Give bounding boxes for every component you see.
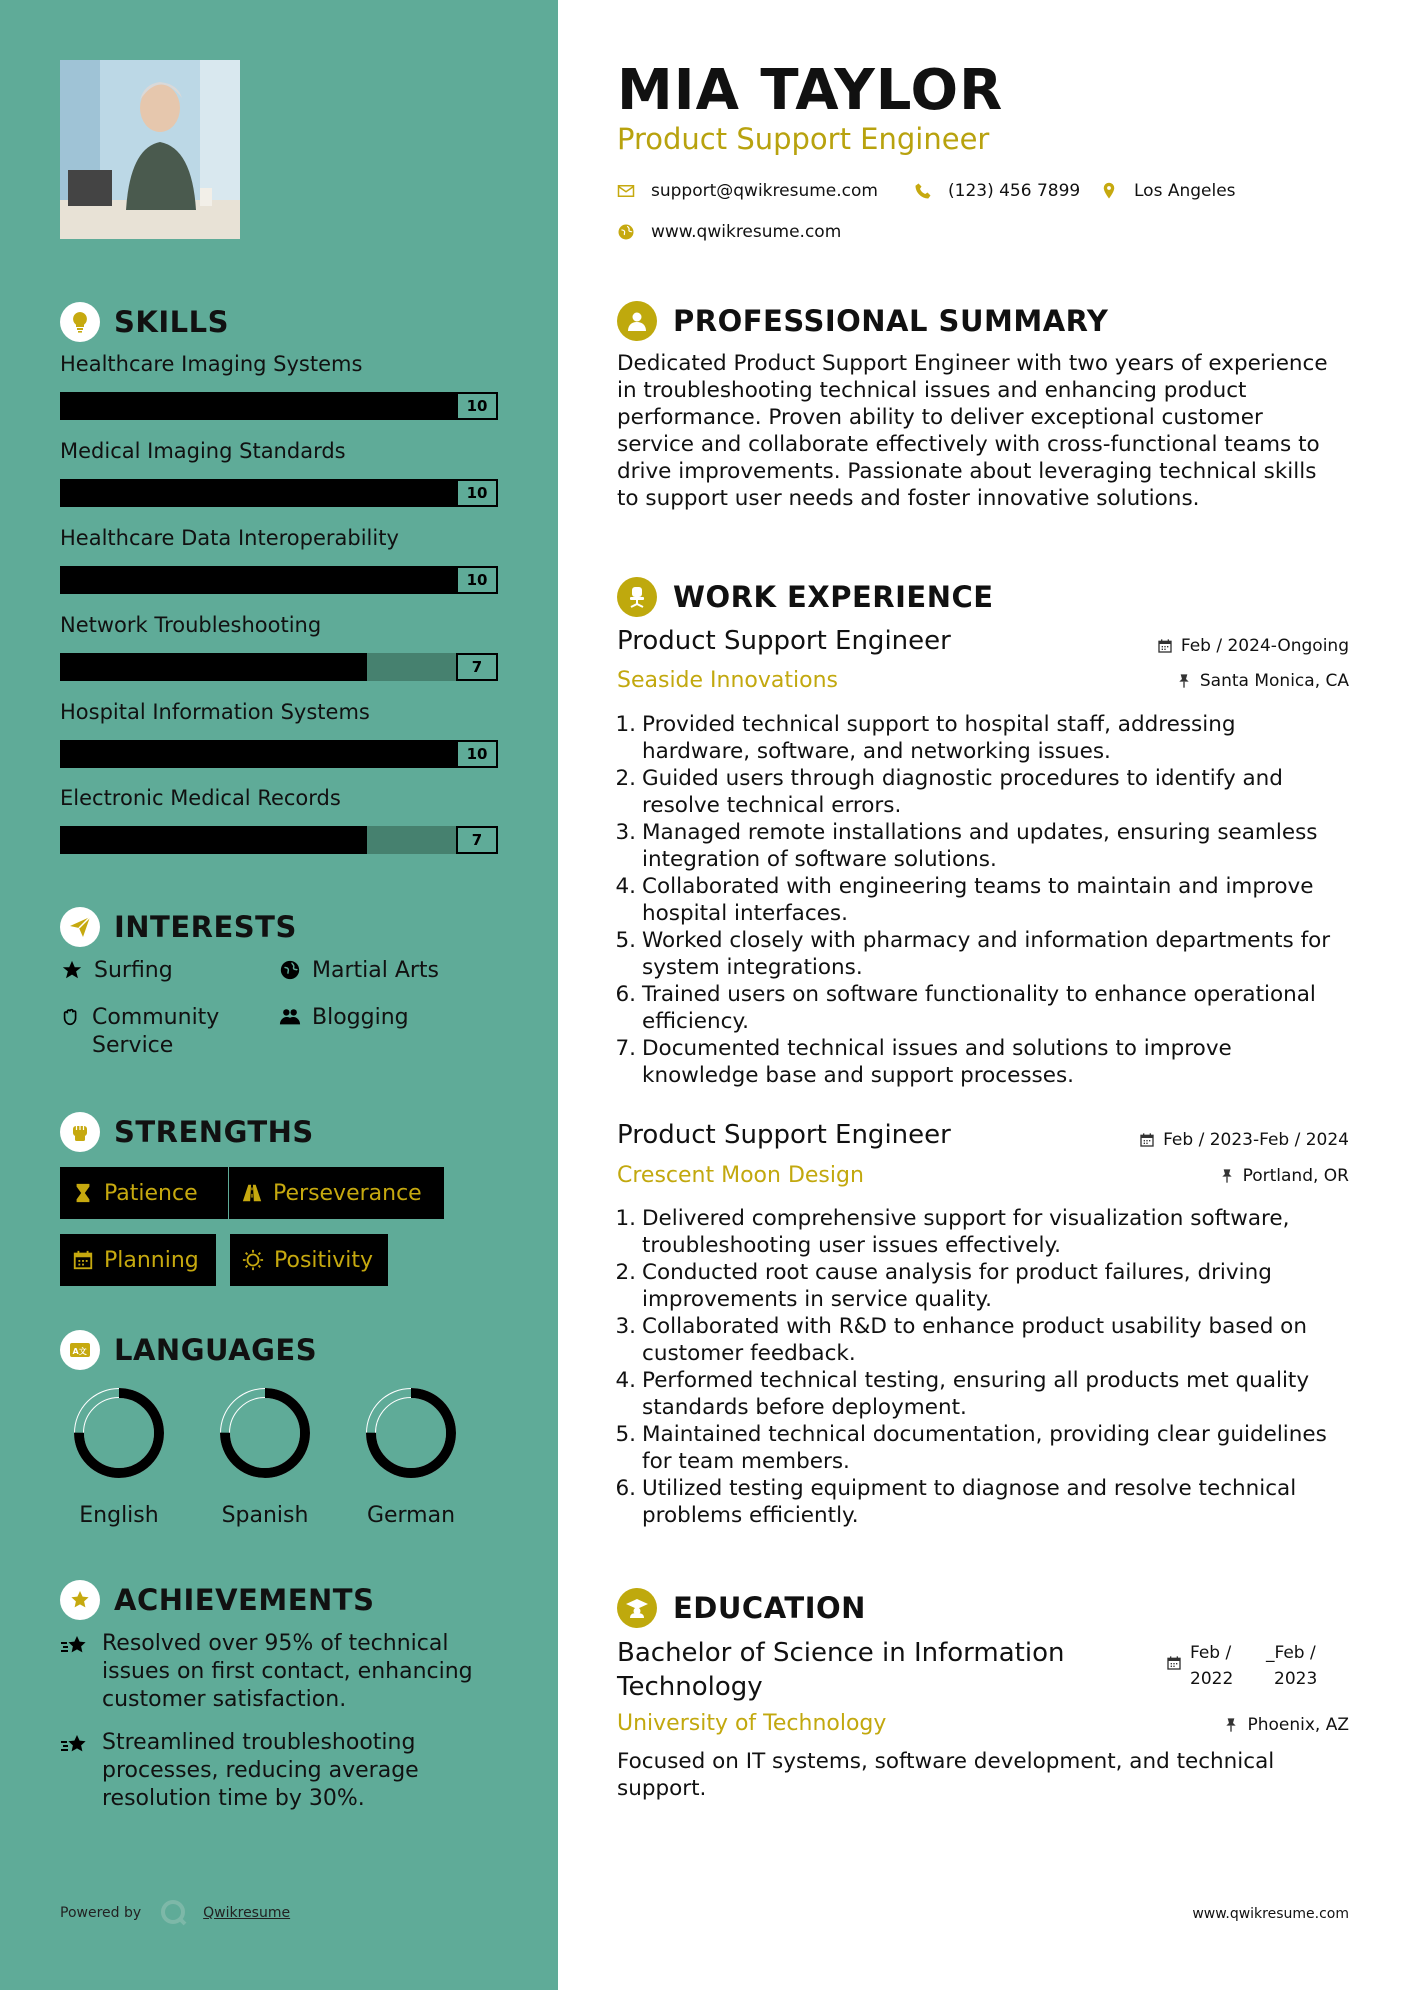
lightbulb-icon <box>60 302 100 342</box>
job-location <box>1176 671 1349 691</box>
star-speed-icon <box>60 1729 90 1813</box>
interest-label: Martial Arts <box>312 958 440 983</box>
interests-title: INTERESTS <box>114 910 297 944</box>
bullet-text: Provided technical support to hospital staff, addressing hardware, software, and networking issues. <box>642 712 1236 764</box>
education-header <box>617 1588 866 1628</box>
job-bullets <box>610 711 1350 1089</box>
bullet-number: 2. <box>615 1260 636 1285</box>
skill-name: Healthcare Imaging Systems <box>60 352 363 376</box>
brand-link[interactable]: Qwikresume <box>203 1905 291 1921</box>
interest-label: Blogging <box>312 1005 409 1030</box>
achievement-item <box>60 1630 500 1714</box>
paper-plane-icon <box>60 907 100 947</box>
sun-icon <box>242 1249 264 1271</box>
skill-bar-fill <box>60 740 498 768</box>
language-ring <box>71 1385 167 1481</box>
job-bullet <box>610 1259 1350 1313</box>
start-year: 2022 <box>1190 1669 1234 1689</box>
skill-item <box>60 786 498 854</box>
pushpin-icon <box>1176 673 1192 689</box>
profile-photo <box>60 60 240 239</box>
job-bullet <box>610 711 1350 765</box>
end-month: _Feb / <box>1266 1643 1316 1663</box>
skill-level: 10 <box>456 392 498 420</box>
bullet-number: 4. <box>615 1368 636 1393</box>
interest-item <box>60 1004 260 1060</box>
skill-level: 10 <box>456 740 498 768</box>
bullet-number: 4. <box>615 874 636 899</box>
job-location-text: Portland, OR <box>1242 1166 1349 1186</box>
job-bullet <box>610 981 1350 1035</box>
graduate-icon <box>617 1588 657 1628</box>
calendar-icon <box>1166 1655 1182 1671</box>
skill-bar <box>60 826 498 854</box>
skill-name: Hospital Information Systems <box>60 700 370 724</box>
job-bullet <box>610 1421 1350 1475</box>
skill-item <box>60 439 498 507</box>
bullet-text: Performed technical testing, ensuring all products met quality standards before deployment. <box>642 1368 1310 1420</box>
phone-contact[interactable] <box>914 181 1080 201</box>
users-icon <box>278 1004 302 1028</box>
star-speed-icon <box>60 1630 90 1714</box>
job-bullet <box>610 927 1350 981</box>
interests-header <box>60 907 297 947</box>
skill-item <box>60 613 498 681</box>
strength-label: Perseverance <box>273 1180 422 1206</box>
education-location <box>1223 1715 1349 1735</box>
start-month: Feb / <box>1190 1643 1232 1663</box>
map-pin-icon <box>1100 182 1118 200</box>
skill-item <box>60 700 498 768</box>
strength-badge <box>230 1234 388 1286</box>
language-ring <box>217 1385 313 1481</box>
skill-bar-fill <box>60 653 367 681</box>
skill-item <box>60 352 498 420</box>
bullet-number: 1. <box>615 1206 636 1231</box>
skill-name: Medical Imaging Standards <box>60 439 346 463</box>
svg-text:A文: A文 <box>72 1347 87 1356</box>
job-dates-text: Feb / 2024-Ongoing <box>1180 636 1349 656</box>
job-location <box>1219 1166 1349 1186</box>
education-title: EDUCATION <box>673 1591 866 1625</box>
skill-bar-fill <box>60 566 498 594</box>
calendar-icon <box>1157 638 1173 654</box>
skill-item <box>60 526 498 594</box>
footer-url[interactable]: www.qwikresume.com <box>1192 1906 1349 1922</box>
bullet-number: 2. <box>615 766 636 791</box>
star-icon <box>60 957 84 981</box>
skill-level: 7 <box>456 653 498 681</box>
job-bullet <box>610 1367 1350 1421</box>
achievement-text: Streamlined troubleshooting processes, reducing average resolution time by 30%. <box>102 1730 419 1811</box>
road-icon <box>241 1182 263 1204</box>
skill-name: Healthcare Data Interoperability <box>60 526 399 550</box>
award-star-icon <box>60 1580 100 1620</box>
interest-label: Community Service <box>92 1005 220 1058</box>
bullet-text: Collaborated with R&D to enhance product usability based on customer feedback. <box>642 1314 1307 1366</box>
bullet-text: Managed remote installations and updates, ensuring seamless integration of software solutions. <box>642 820 1318 872</box>
strengths-title: STRENGTHS <box>114 1115 314 1149</box>
bullet-number: 5. <box>615 928 636 953</box>
candidate-name: MIA TAYLOR <box>617 58 1004 123</box>
bullet-text: Documented technical issues and solutions to improve knowledge base and support processes. <box>642 1036 1232 1088</box>
calendar-icon <box>72 1249 94 1271</box>
bullet-text: Guided users through diagnostic procedures to identify and resolve technical errors. <box>642 766 1283 818</box>
job-dates-text: Feb / 2023-Feb / 2024 <box>1163 1130 1349 1150</box>
website-contact[interactable] <box>617 222 841 242</box>
end-year: 2023 <box>1274 1669 1318 1689</box>
interest-item <box>278 1004 409 1032</box>
candidate-title: Product Support Engineer <box>617 122 990 156</box>
globe-icon <box>617 223 635 241</box>
powered-by <box>60 1898 290 1928</box>
skill-name: Network Troubleshooting <box>60 613 322 637</box>
education-end-date <box>1266 1640 1317 1692</box>
email-contact[interactable] <box>617 181 878 201</box>
fist-icon <box>60 1112 100 1152</box>
education-description: Focused on IT systems, software development, and technical support. <box>617 1749 1275 1801</box>
achievement-text: Resolved over 95% of technical issues on first contact, enhancing customer satisfaction. <box>102 1631 473 1712</box>
bullet-number: 6. <box>615 1476 636 1501</box>
skill-name: Electronic Medical Records <box>60 786 341 810</box>
experience-title: WORK EXPERIENCE <box>673 580 994 614</box>
job-title: Product Support Engineer <box>617 626 951 656</box>
bullet-number: 3. <box>615 820 636 845</box>
language-item <box>205 1385 325 1528</box>
skill-bar <box>60 479 498 507</box>
job-bullet <box>610 819 1350 873</box>
education-start-date <box>1190 1640 1233 1692</box>
skill-bar <box>60 653 498 681</box>
skills-header <box>60 302 229 342</box>
skill-bar <box>60 740 498 768</box>
job-bullet <box>610 1035 1350 1089</box>
skill-bar <box>60 392 498 420</box>
bullet-text: Maintained technical documentation, providing clear guidelines for team members. <box>642 1422 1327 1474</box>
job-location-text: Santa Monica, CA <box>1199 671 1349 691</box>
hourglass-icon <box>72 1182 94 1204</box>
office-chair-icon <box>617 577 657 617</box>
language-ring <box>363 1385 459 1481</box>
bullet-number: 5. <box>615 1422 636 1447</box>
experience-header <box>617 577 994 617</box>
strength-badge <box>229 1167 444 1219</box>
skill-bar <box>60 566 498 594</box>
strength-badge <box>60 1234 216 1286</box>
achievement-item <box>60 1729 500 1813</box>
skill-level: 10 <box>456 566 498 594</box>
hand-icon <box>60 1004 82 1028</box>
location-contact <box>1100 181 1236 201</box>
pushpin-icon <box>1219 1168 1235 1184</box>
powered-by-label: Powered by <box>60 1905 142 1921</box>
pushpin-icon <box>1223 1717 1239 1733</box>
skill-level: 10 <box>456 479 498 507</box>
interest-item <box>278 957 439 985</box>
strength-label: Positivity <box>274 1247 374 1273</box>
translate-icon <box>60 1330 100 1370</box>
strength-badge <box>60 1167 228 1219</box>
summary-text: Dedicated Product Support Engineer with two years of experience in troubleshooting technical issues and enhancing product performance. Proven ability to deliver exceptional customer service and collaborate effectively with cross-functional teams to drive improvements. Passionate about leveraging technical skills to support user needs and foster innovative solutions. <box>617 351 1328 511</box>
globe-icon <box>278 957 302 981</box>
job-bullet <box>610 765 1350 819</box>
skills-title: SKILLS <box>114 305 229 339</box>
languages-title: LANGUAGES <box>114 1333 318 1367</box>
summary-title: PROFESSIONAL SUMMARY <box>673 304 1109 338</box>
skill-bar-fill <box>60 392 498 420</box>
qwikresume-logo-icon <box>159 1898 189 1928</box>
interest-label: Surfing <box>94 958 173 983</box>
bullet-number: 3. <box>615 1314 636 1339</box>
job-bullet <box>610 873 1350 927</box>
envelope-icon <box>617 182 635 200</box>
bullet-number: 1. <box>615 712 636 737</box>
school-name: University of Technology <box>617 1711 887 1736</box>
phone-icon <box>914 182 932 200</box>
language-name: Spanish <box>221 1503 309 1528</box>
achievements-title: ACHIEVEMENTS <box>114 1583 375 1617</box>
bullet-text: Utilized testing equipment to diagnose and resolve technical problems efficiently. <box>642 1476 1297 1528</box>
education-location-text: Phoenix, AZ <box>1247 1715 1349 1735</box>
job-bullets <box>610 1205 1350 1529</box>
language-item <box>351 1385 471 1528</box>
bullet-number: 6. <box>615 982 636 1007</box>
job-title: Product Support Engineer <box>617 1120 951 1150</box>
website-text[interactable]: www.qwikresume.com <box>651 222 842 242</box>
bullet-text: Delivered comprehensive support for visualization software, troubleshooting user issues effectively. <box>642 1206 1290 1258</box>
bullet-text: Conducted root cause analysis for product failures, driving improvements in service quality. <box>642 1260 1272 1312</box>
job-dates <box>1139 1130 1349 1150</box>
calendar-icon <box>1139 1132 1155 1148</box>
language-name: German <box>366 1503 456 1528</box>
bullet-number: 7. <box>615 1036 636 1061</box>
job-dates <box>1157 636 1349 656</box>
user-icon <box>617 301 657 341</box>
language-name: English <box>79 1503 159 1528</box>
bullet-text: Collaborated with engineering teams to maintain and improve hospital interfaces. <box>642 874 1314 926</box>
summary-header <box>617 301 1108 341</box>
skill-bar-fill <box>60 479 498 507</box>
skill-level: 7 <box>456 826 498 854</box>
strength-label: Planning <box>104 1247 199 1273</box>
phone-text[interactable]: (123) 456 7899 <box>948 181 1081 201</box>
degree-title: Bachelor of Science in Information Technology <box>617 1638 1065 1702</box>
email-text[interactable]: support@qwikresume.com <box>651 181 878 201</box>
job-bullet <box>610 1313 1350 1367</box>
bullet-text: Trained users on software functionality to enhance operational efficiency. <box>642 982 1316 1034</box>
interest-item <box>60 957 173 985</box>
languages-header <box>60 1330 317 1370</box>
company-name: Seaside Innovations <box>617 668 838 693</box>
location-text: Los Angeles <box>1134 181 1236 201</box>
bullet-text: Worked closely with pharmacy and information departments for system integrations. <box>642 928 1331 980</box>
job-bullet <box>610 1205 1350 1259</box>
skill-bar-fill <box>60 826 367 854</box>
strength-label: Patience <box>104 1180 198 1206</box>
strengths-header <box>60 1112 314 1152</box>
achievements-header <box>60 1580 374 1620</box>
company-name: Crescent Moon Design <box>617 1163 864 1188</box>
job-bullet <box>610 1475 1350 1529</box>
language-item <box>59 1385 179 1528</box>
